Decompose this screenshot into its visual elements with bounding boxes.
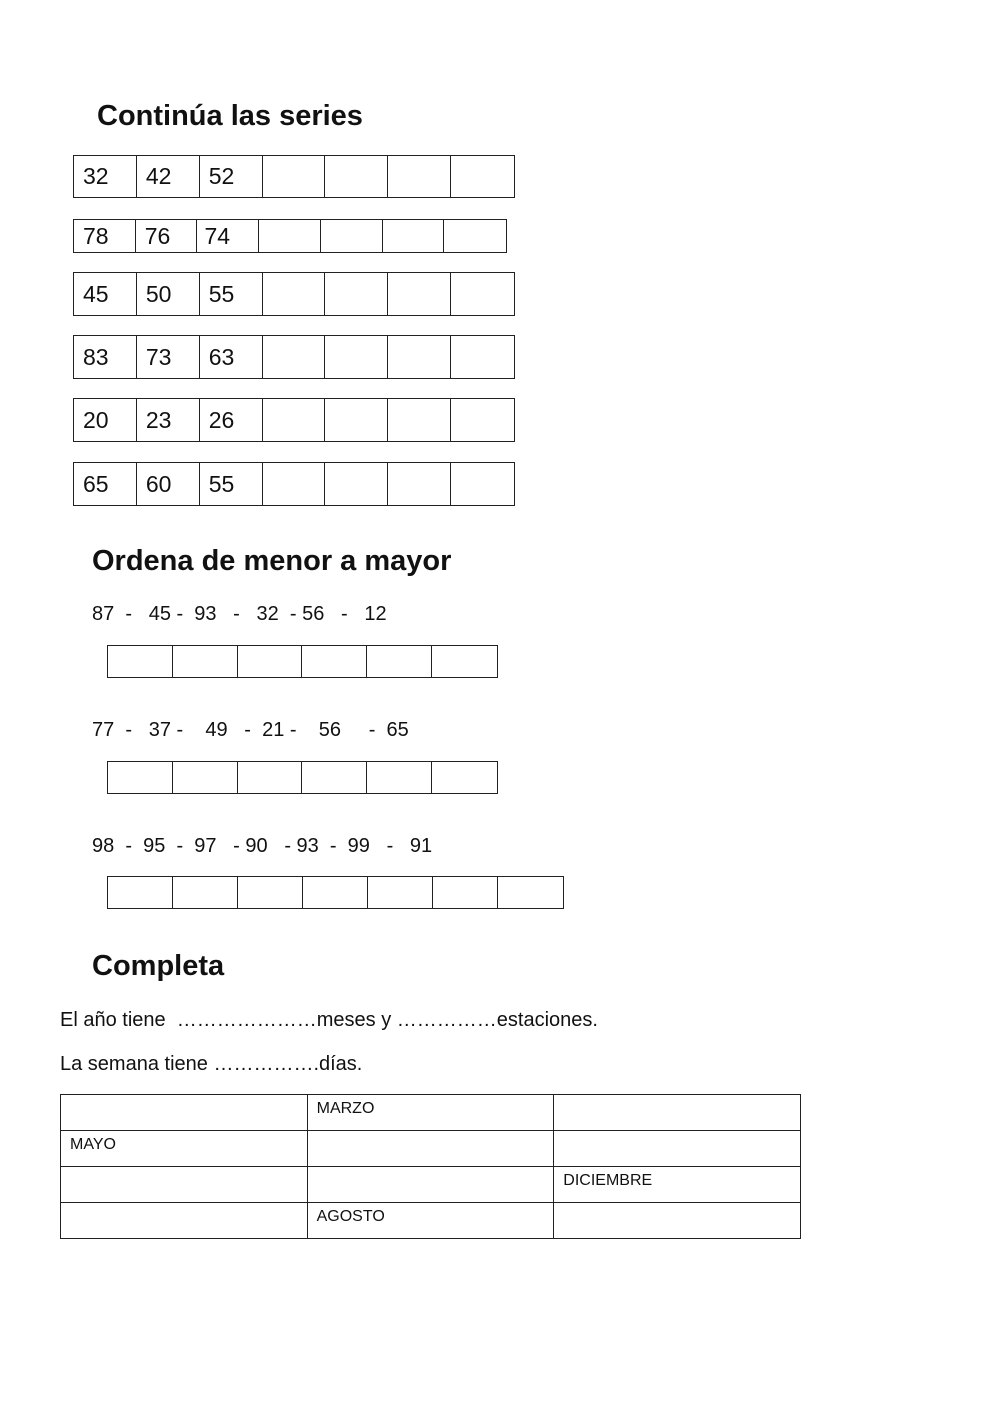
complete-title: Completa — [92, 950, 225, 982]
series-answer-cell[interactable] — [388, 336, 451, 378]
order-answer-input[interactable] — [433, 876, 497, 909]
order-answer-input[interactable] — [432, 645, 497, 678]
month-cell[interactable] — [61, 1095, 308, 1131]
table-row — [61, 1131, 801, 1167]
series-value: 50 — [137, 273, 200, 315]
sentence-text: estaciones. — [496, 1009, 598, 1031]
series-answer-cell[interactable] — [263, 336, 326, 378]
series-value: 74 — [197, 220, 259, 252]
sentence-year — [60, 1009, 598, 1032]
order-answer-input[interactable] — [432, 761, 497, 794]
series-answer-input[interactable] — [334, 462, 387, 506]
order-answer-cell[interactable] — [368, 877, 433, 908]
series-row-1 — [73, 155, 515, 198]
series-answer-cell[interactable] — [451, 399, 514, 441]
order-answer-input[interactable] — [238, 645, 302, 678]
series-answer-input[interactable] — [334, 335, 387, 379]
order-answer-input[interactable] — [302, 761, 366, 794]
series-value: 32 — [74, 156, 137, 197]
series-row-3 — [73, 272, 515, 316]
series-answer-cell[interactable] — [388, 463, 451, 505]
series-answer-input[interactable] — [272, 462, 325, 506]
order-answer-cell[interactable] — [433, 877, 498, 908]
month-cell: DICIEMBRE — [554, 1167, 801, 1203]
series-answer-input[interactable] — [397, 155, 450, 198]
order-answer-cell[interactable] — [238, 762, 303, 793]
series-value: 76 — [136, 220, 198, 252]
order-answer-cell[interactable] — [302, 762, 367, 793]
order-answer-input[interactable] — [173, 761, 237, 794]
month-cell[interactable] — [61, 1203, 308, 1239]
series-title: Continúa las series — [97, 100, 363, 132]
order-answer-input[interactable] — [303, 876, 367, 909]
order-answer-input[interactable] — [302, 645, 366, 678]
order-sequence-2: 77 - 37 - 49 - 21 - 56 - 65 — [92, 719, 409, 741]
order-answer-cell[interactable] — [173, 762, 238, 793]
order-answer-cell[interactable] — [173, 646, 238, 677]
blank-seasons[interactable]: …………… — [396, 1009, 497, 1031]
order-answer-cell[interactable] — [302, 646, 367, 677]
sentence-text: El año tiene — [60, 1009, 177, 1031]
series-value: 55 — [200, 273, 263, 315]
series-answer-cell[interactable] — [325, 273, 388, 315]
series-answer-cell[interactable] — [321, 220, 383, 252]
series-answer-cell[interactable] — [325, 156, 388, 197]
series-answer-input[interactable] — [460, 398, 514, 442]
series-answer-input[interactable] — [460, 272, 514, 316]
series-answer-input[interactable] — [397, 398, 450, 442]
series-value: 63 — [200, 336, 263, 378]
series-answer-cell[interactable] — [451, 336, 514, 378]
series-answer-cell[interactable] — [263, 463, 326, 505]
series-answer-input[interactable] — [460, 462, 514, 506]
series-answer-input[interactable] — [460, 155, 514, 198]
series-value: 20 — [74, 399, 137, 441]
series-row-2 — [73, 219, 507, 253]
order-answer-input[interactable] — [173, 645, 237, 678]
series-answer-cell[interactable] — [263, 156, 326, 197]
series-answer-input[interactable] — [397, 272, 450, 316]
series-answer-input[interactable] — [272, 335, 325, 379]
series-answer-input[interactable] — [460, 335, 514, 379]
order-answer-cell[interactable] — [432, 646, 497, 677]
series-answer-input[interactable] — [334, 272, 387, 316]
order-answer-cell[interactable] — [108, 762, 173, 793]
series-answer-cell[interactable] — [444, 220, 506, 252]
series-value: 78 — [74, 220, 136, 252]
series-answer-cell[interactable] — [388, 399, 451, 441]
order-answer-input[interactable] — [367, 761, 431, 794]
order-answer-row-3 — [107, 876, 564, 909]
series-row-5 — [73, 398, 515, 442]
series-answer-input[interactable] — [334, 398, 387, 442]
order-answer-cell[interactable] — [173, 877, 238, 908]
order-answer-cell[interactable] — [303, 877, 368, 908]
order-title: Ordena de menor a mayor — [92, 545, 452, 577]
sentence-text: meses y — [316, 1009, 397, 1031]
month-cell[interactable] — [554, 1095, 801, 1131]
order-answer-input[interactable] — [108, 876, 172, 909]
month-cell[interactable] — [554, 1203, 801, 1239]
order-answer-input[interactable] — [108, 645, 172, 678]
series-row-6 — [73, 462, 515, 506]
series-value: 65 — [74, 463, 137, 505]
series-answer-cell[interactable] — [259, 220, 321, 252]
order-answer-cell[interactable] — [238, 877, 303, 908]
series-answer-cell[interactable] — [451, 273, 514, 315]
order-answer-input[interactable] — [238, 876, 302, 909]
series-answer-cell[interactable] — [263, 399, 326, 441]
month-cell[interactable] — [554, 1131, 801, 1167]
series-answer-input[interactable] — [334, 155, 387, 198]
series-answer-cell[interactable] — [451, 156, 514, 197]
series-answer-input[interactable] — [272, 155, 325, 198]
order-answer-input[interactable] — [368, 876, 432, 909]
series-row-4 — [73, 335, 515, 379]
sentence-text: La semana tiene — [60, 1053, 214, 1075]
series-answer-cell[interactable] — [325, 399, 388, 441]
series-answer-input[interactable] — [330, 219, 382, 253]
series-answer-cell[interactable] — [263, 273, 326, 315]
series-answer-input[interactable] — [272, 398, 325, 442]
series-value: 83 — [74, 336, 137, 378]
table-row — [61, 1203, 801, 1239]
series-value: 73 — [137, 336, 200, 378]
order-answer-cell[interactable] — [108, 877, 173, 908]
order-answer-cell[interactable] — [108, 646, 173, 677]
series-answer-input[interactable] — [272, 272, 325, 316]
series-value: 45 — [74, 273, 137, 315]
series-value: 42 — [137, 156, 200, 197]
order-answer-input[interactable] — [367, 645, 431, 678]
order-answer-cell[interactable] — [238, 646, 303, 677]
order-sequence-3: 98 - 95 - 97 - 90 - 93 - 99 - 91 — [92, 835, 433, 857]
month-cell[interactable] — [307, 1167, 554, 1203]
sentence-text: días. — [319, 1053, 363, 1075]
table-row — [61, 1167, 801, 1203]
blank-days[interactable]: ……………. — [213, 1053, 319, 1075]
month-cell: MAYO — [61, 1131, 308, 1167]
sentence-week — [60, 1053, 362, 1076]
series-value: 60 — [137, 463, 200, 505]
order-answer-cell[interactable] — [367, 762, 432, 793]
series-answer-input[interactable] — [268, 219, 320, 253]
series-answer-cell[interactable] — [383, 220, 445, 252]
table-row — [61, 1095, 801, 1131]
series-answer-input[interactable] — [453, 219, 506, 253]
series-answer-cell[interactable] — [325, 463, 388, 505]
series-value: 23 — [137, 399, 200, 441]
month-cell: AGOSTO — [307, 1203, 554, 1239]
order-answer-row-2 — [107, 761, 498, 794]
order-answer-input[interactable] — [238, 761, 302, 794]
months-table — [60, 1094, 801, 1239]
series-answer-cell[interactable] — [451, 463, 514, 505]
order-answer-cell[interactable] — [367, 646, 432, 677]
series-answer-input[interactable] — [392, 219, 444, 253]
series-value: 55 — [200, 463, 263, 505]
series-answer-cell[interactable] — [388, 156, 451, 197]
series-answer-input[interactable] — [397, 335, 450, 379]
series-value: 52 — [200, 156, 263, 197]
month-cell[interactable] — [307, 1131, 554, 1167]
order-answer-input[interactable] — [108, 761, 172, 794]
month-cell: MARZO — [307, 1095, 554, 1131]
month-cell[interactable] — [61, 1167, 308, 1203]
order-answer-cell[interactable] — [498, 877, 563, 908]
order-answer-input[interactable] — [173, 876, 237, 909]
order-answer-row-1 — [107, 645, 498, 678]
series-value: 26 — [200, 399, 263, 441]
order-answer-cell[interactable] — [432, 762, 497, 793]
series-answer-cell[interactable] — [325, 336, 388, 378]
order-answer-input[interactable] — [498, 876, 563, 909]
series-answer-cell[interactable] — [388, 273, 451, 315]
order-sequence-1: 87 - 45 - 93 - 32 - 56 - 12 — [92, 603, 387, 625]
blank-months[interactable]: ………………… — [176, 1009, 317, 1031]
series-answer-input[interactable] — [397, 462, 450, 506]
